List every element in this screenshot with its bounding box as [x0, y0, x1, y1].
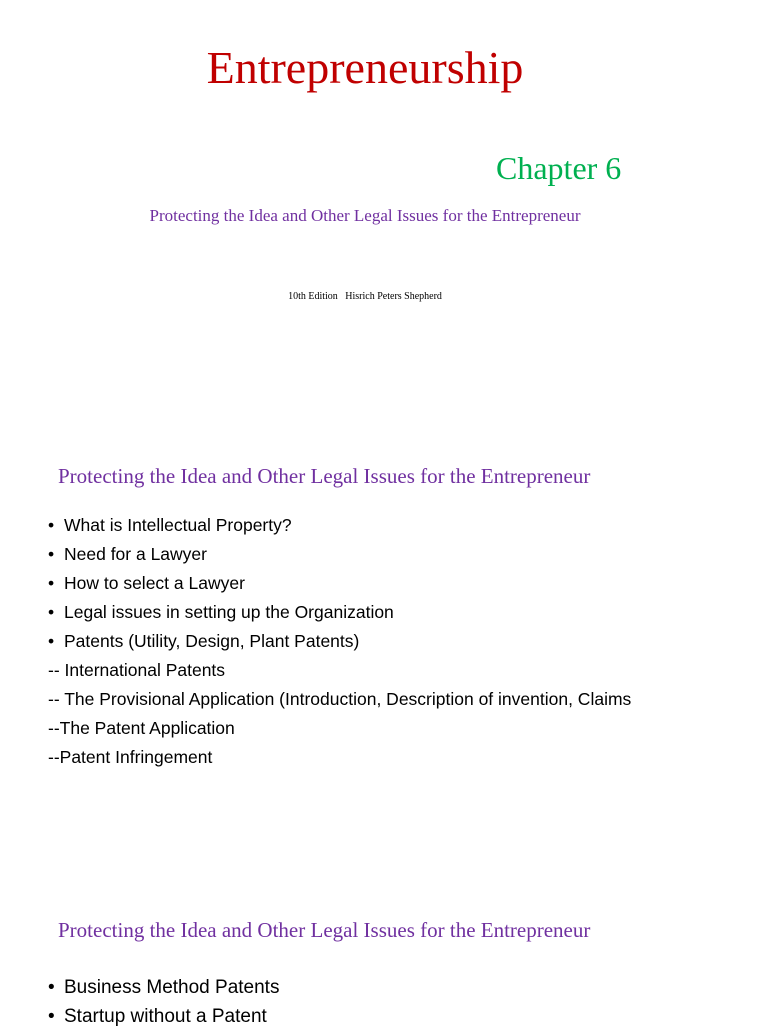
list-subitem: -- The Provisional Application (Introduction, Description of invention, Claims — [48, 689, 632, 709]
topic-list — [48, 514, 648, 775]
list-subitem: -- International Patents — [48, 660, 226, 680]
slide-title: Entrepreneurship — [206, 42, 524, 93]
slide-heading: Protecting the Idea and Other Legal Issues for the Entrepreneur — [58, 918, 591, 942]
slide-heading: Protecting the Idea and Other Legal Issues for the Entrepreneur — [58, 464, 591, 488]
chapter-label: Chapter 6 — [496, 150, 622, 186]
title-slide — [0, 0, 768, 420]
list-subitem: --The Patent Application — [48, 718, 235, 738]
list-item: • How to select a Lawyer — [48, 572, 648, 594]
list-item: • Need for a Lawyer — [48, 543, 648, 565]
list-item: • Startup without a Patent — [48, 1005, 648, 1029]
list-item: • Legal issues in setting up the Organization — [48, 601, 648, 623]
topic-list — [48, 976, 648, 1034]
list-item: • What is Intellectual Property? — [48, 514, 648, 536]
list-subitem: --Patent Infringement — [48, 747, 213, 767]
chapter-subtitle: Protecting the Idea and Other Legal Issues for the Entrepreneur — [149, 206, 581, 225]
list-item: • Patents (Utility, Design, Plant Patents) — [48, 630, 648, 652]
content-slide-2 — [0, 890, 768, 1027]
content-slide-1 — [0, 440, 768, 860]
edition-credit: 10th Edition Hisrich Peters Shepherd — [288, 291, 442, 302]
list-item: • Business Method Patents — [48, 976, 648, 1000]
